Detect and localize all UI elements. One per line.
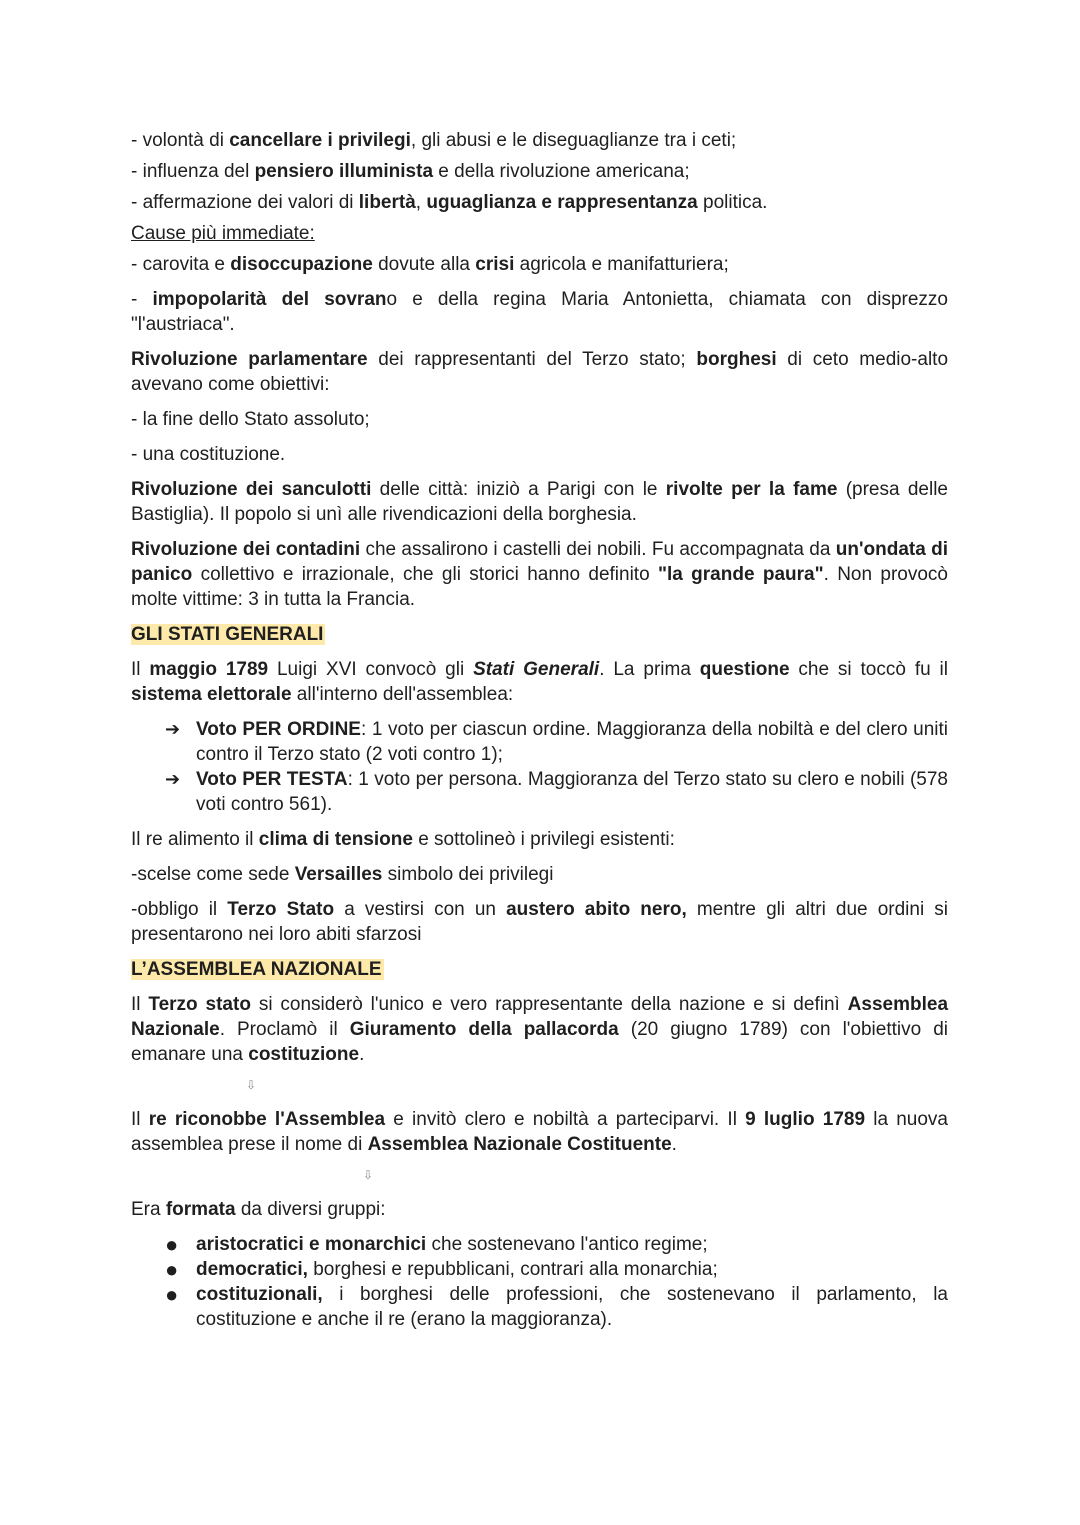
text-run: che si toccò fu il — [789, 659, 948, 680]
text-run: (presa delle Bastiglia). Il popolo si unì alle rivendicazioni della borghesia. — [131, 479, 948, 525]
bold-run: "la grande paura" — [657, 564, 824, 585]
text-run: a vestirsi con un — [334, 899, 507, 920]
text-run: la nuova assemblea prese il nome di — [131, 1109, 948, 1155]
text-run: Il re alimento il — [131, 829, 259, 850]
bold-run: formata — [165, 1199, 236, 1220]
bold-run: maggio 1789 — [149, 659, 269, 680]
bold-run: Voto PER ORDINE — [196, 719, 361, 740]
vote-item — [131, 767, 948, 817]
text-run: e invitò clero e nobiltà a parteciparvi. Il — [385, 1109, 746, 1130]
versailles-item — [131, 862, 948, 887]
bold-run: 9 luglio 1789 — [745, 1109, 866, 1130]
stati-generali-intro — [131, 657, 948, 707]
assemblea-paragraph-1 — [131, 992, 948, 1067]
text-run: collettivo e irrazionale, che gli storici hanno definito — [192, 564, 658, 585]
bold-run: Terzo stato — [148, 994, 251, 1015]
text-run: che sostenevano l'antico regime; — [426, 1234, 708, 1255]
bold-run: disoccupazione — [230, 254, 373, 275]
intro-item — [131, 190, 948, 215]
black-dress-item — [131, 897, 948, 947]
text-run: . La prima — [599, 659, 700, 680]
text-run: simbolo dei privilegi — [382, 864, 554, 885]
groups-list — [131, 1232, 948, 1332]
text-run: . Non provocò molte vittime: 3 in tutta la Francia. — [131, 564, 948, 610]
text-run: si considerò l'unico e vero rappresentante della nazione e si definì — [250, 994, 848, 1015]
bold-run: Voto PER TESTA — [196, 769, 348, 790]
text-run: : 1 voto per ciascun ordine. Maggioranza della nobiltà e del clero uniti contro il Terzo stato (2 voti contro 1); — [196, 719, 948, 765]
bold-run: Giuramento della pallacorda — [349, 1019, 619, 1040]
bold-run: Assemblea Nazionale Costituente — [367, 1134, 672, 1155]
bold-run: rivolte per la fame — [665, 479, 838, 500]
bold-run: Assemblea Nazionale — [131, 994, 949, 1040]
group-item — [131, 1257, 948, 1282]
text-run: agricola e manifatturiera; — [514, 254, 729, 275]
text-run: Il — [131, 994, 149, 1015]
bullet-icon: ● — [165, 1282, 179, 1307]
text-run: , gli abusi e le diseguaglianze tra i ceti; — [410, 130, 737, 151]
section-heading-assemblea: L’ASSEMBLEA NAZIONALE — [131, 959, 382, 980]
text-run: dovute alla — [372, 254, 476, 275]
groups-intro — [131, 1197, 948, 1222]
text-run: da diversi gruppi: — [235, 1199, 386, 1220]
objective-item: - la fine dello Stato assoluto; — [131, 409, 370, 430]
bold-italic-run: Stati Generali — [473, 659, 600, 680]
vote-item — [131, 717, 948, 767]
bold-run: re riconobbe l'Assemblea — [148, 1109, 386, 1130]
arrow-icon: ➔ — [165, 769, 181, 789]
bold-run: un'ondata di panico — [131, 539, 948, 585]
bold-run: costituzionali, — [196, 1284, 323, 1305]
intro-list — [131, 128, 948, 215]
text-run: o e della regina Maria Antonietta, chiamata con disprezzo "l'austriaca". — [131, 289, 948, 335]
text-run: di ceto medio-alto avevano come obiettivi: — [131, 349, 949, 395]
down-arrow-icon: ⇩ — [363, 1168, 374, 1182]
text-run: e della rivoluzione americana; — [433, 161, 690, 182]
immediate-item — [131, 252, 948, 277]
bold-run: borghesi — [696, 349, 777, 370]
group-item — [131, 1232, 948, 1257]
text-run: . — [671, 1134, 677, 1155]
text-run: politica. — [697, 192, 768, 213]
immediate-causes-heading: Cause più immediate: — [131, 223, 315, 244]
bold-run: Rivoluzione dei sanculotti — [131, 479, 372, 500]
text-run: mentre gli altri due ordini si presentarono nei loro abiti sfarzosi — [131, 899, 949, 945]
text-run: che assalirono i castelli dei nobili. Fu accompagnata da — [360, 539, 836, 560]
bold-run: democratici, — [196, 1259, 308, 1280]
bold-run: sistema elettorale — [131, 684, 292, 705]
text-run: (20 giugno 1789) con l'obiettivo di emanare una — [131, 1019, 948, 1065]
text-run: , — [415, 192, 427, 213]
text-run: dei rappresentanti del Terzo stato; — [367, 349, 697, 370]
bold-run: costituzione — [248, 1044, 360, 1065]
bold-run: uguaglianza e rappresentanza — [426, 192, 698, 213]
bold-run: aristocratici e monarchici — [196, 1234, 427, 1255]
down-arrow-icon: ⇩ — [246, 1078, 257, 1092]
bold-run: cancellare i privilegi — [229, 130, 411, 151]
bold-run: Terzo Stato — [227, 899, 335, 920]
sanculotti-paragraph — [131, 477, 948, 527]
assemblea-paragraph-2 — [131, 1107, 948, 1157]
text-run: - influenza del — [131, 161, 255, 182]
text-run: borghesi e repubblicani, contrari alla monarchia; — [307, 1259, 718, 1280]
document-page — [131, 128, 948, 1342]
bold-run: libertà — [358, 192, 416, 213]
intro-item — [131, 128, 948, 153]
bold-run: impopolarità del sovran — [152, 289, 387, 310]
text-run: - carovita e — [131, 254, 231, 275]
peasants-paragraph — [131, 537, 948, 612]
group-item — [131, 1282, 948, 1332]
bold-run: crisi — [475, 254, 515, 275]
text-run: . Proclamò il — [219, 1019, 350, 1040]
text-run: i borghesi delle professioni, che sostenevano il parlamento, la costituzione e anche il re (erano la maggioranza). — [196, 1284, 948, 1330]
text-run: Il — [131, 1109, 149, 1130]
bullet-icon: ● — [165, 1232, 179, 1257]
text-run: - affermazione dei valori di — [131, 192, 359, 213]
text-run: all'interno dell'assemblea: — [291, 684, 514, 705]
bold-run: Rivoluzione parlamentare — [131, 349, 368, 370]
bold-run: austero abito nero, — [506, 899, 687, 920]
text-run: - — [131, 289, 153, 310]
tension-paragraph — [131, 827, 948, 852]
text-run: Luigi XVI convocò gli — [268, 659, 474, 680]
text-run: Era — [131, 1199, 166, 1220]
text-run: -obbligo il — [131, 899, 228, 920]
immediate-item — [131, 287, 948, 337]
bold-run: clima di tensione — [258, 829, 413, 850]
text-run: delle città: iniziò a Parigi con le — [371, 479, 666, 500]
vote-list — [131, 717, 948, 817]
text-run: e sottolineò i privilegi esistenti: — [412, 829, 675, 850]
section-heading-stati-generali: GLI STATI GENERALI — [131, 624, 324, 645]
objective-item: - una costituzione. — [131, 444, 286, 465]
bold-run: pensiero illuminista — [254, 161, 434, 182]
parliamentary-revolution-paragraph — [131, 347, 948, 397]
bold-run: Rivoluzione dei contadini — [131, 539, 361, 560]
text-run: -scelse come sede — [131, 864, 295, 885]
bullet-icon: ● — [165, 1257, 179, 1282]
text-run: - volontà di — [131, 130, 230, 151]
text-run: . — [359, 1044, 365, 1065]
text-run: Il — [131, 659, 150, 680]
intro-item — [131, 159, 948, 184]
bold-run: questione — [699, 659, 790, 680]
arrow-icon: ➔ — [165, 719, 181, 739]
bold-run: Versailles — [294, 864, 383, 885]
text-run: : 1 voto per persona. Maggioranza del Terzo stato su clero e nobili (578 voti contro 561). — [196, 769, 949, 815]
